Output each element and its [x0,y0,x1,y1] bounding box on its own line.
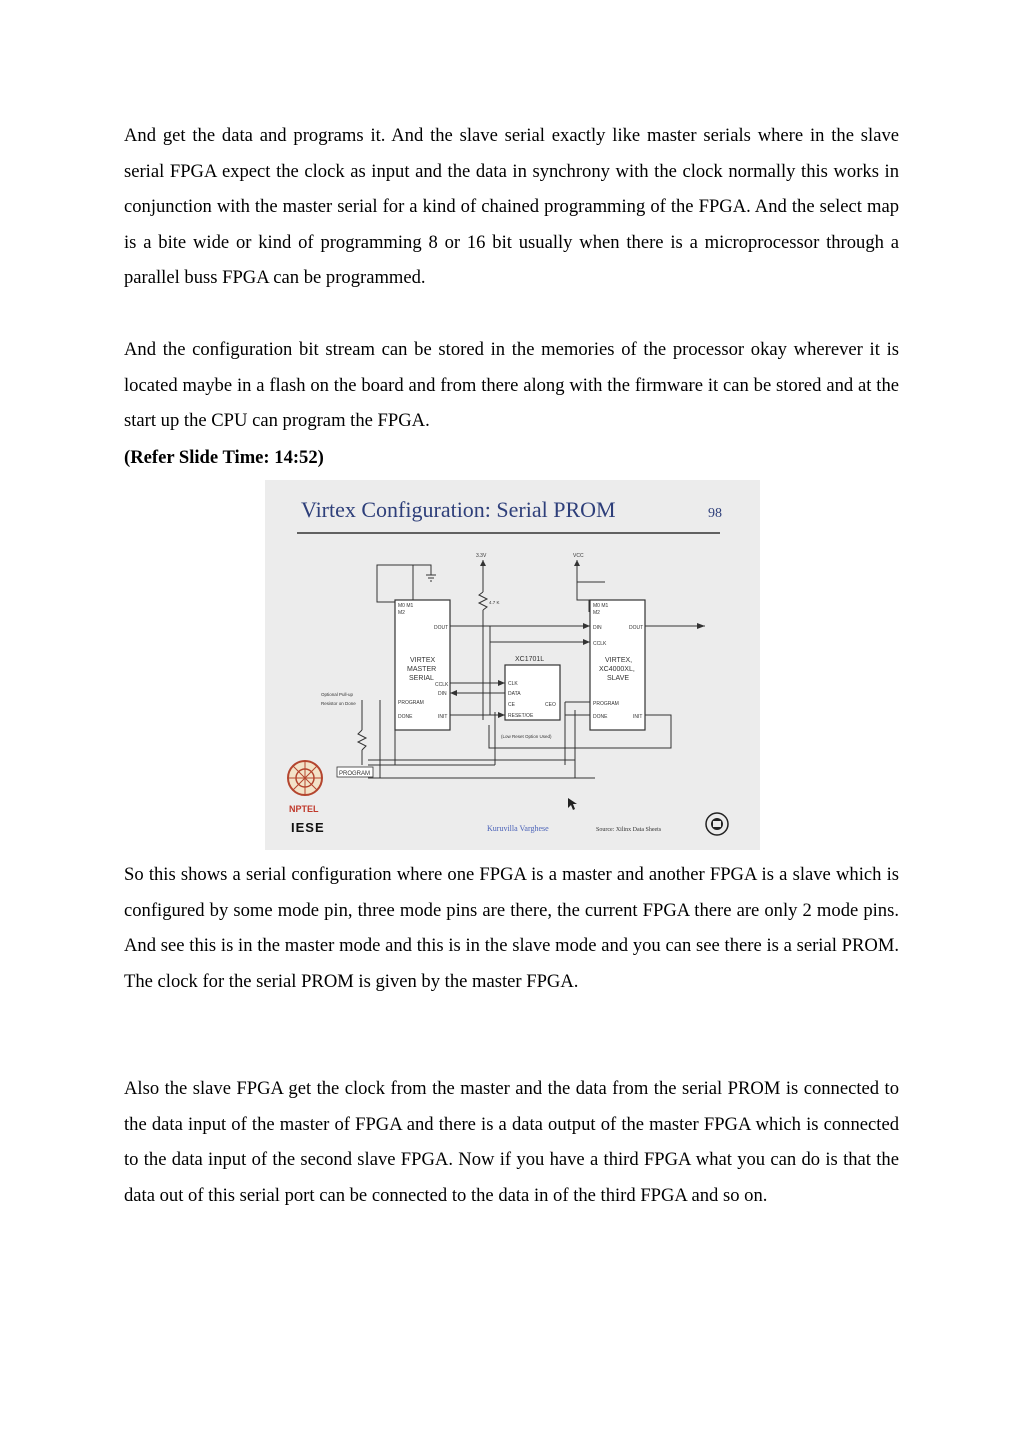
slide-title: Virtex Configuration: Serial PROM [301,497,616,522]
prom-pin-data: DATA [508,691,521,697]
pullup-note-line-1: Optional Pull-up [321,692,354,697]
slave-pin-dout: DOUT [629,625,644,631]
master-pin-program: PROGRAM [398,700,424,706]
slave-label-1: VIRTEX, [605,657,633,664]
nptel-logo-icon [288,761,322,795]
supply-3v3-label: 3.3V [476,553,487,559]
slave-label-2: XC4000XL, [599,666,635,673]
master-label-1: VIRTEX [410,657,436,664]
prom-pin-ce: CE [508,702,515,708]
master-pin-dout: DOUT [434,625,449,631]
prom-pin-reset: RESET/OE [508,713,534,719]
slide-time-reference: (Refer Slide Time: 14:52) [124,447,324,468]
slide-author: Kuruvilla Varghese [487,824,549,833]
master-label-2: MASTER [407,666,437,673]
master-pin-init: INIT [438,714,448,720]
institute-emblem-icon [706,813,728,835]
slide-page-number: 98 [708,506,722,521]
pullup-note-line-2: Resistor on Done [321,701,356,706]
slave-pin-din: DIN [593,625,602,631]
master-pin-done: DONE [398,714,413,720]
paragraph-intro: And get the data and programs it. And the slave serial exactly like master serials where in the slave serial FPGA expect the clock as input and the data in synchrony with the clock normally this works in conjunction with the master serial for a kind of chained programming of the FPGA. And the select map is a bite wide or kind of programming 8 or 16 bit usually when there is a microprocessor through a parallel buss FPGA can be programmed. [124,125,899,289]
master-pin-din: DIN [438,691,447,697]
slide-image [265,480,760,850]
master-label-3: SERIAL [409,675,434,682]
slave-pin-done: DONE [593,714,608,720]
prom-pin-ceo: CEO [545,702,556,708]
slave-pin-program: PROGRAM [593,701,619,707]
mouse-cursor-icon [568,798,577,810]
paragraph-bitstream: And the configuration bit stream can be stored in the memories of the processor okay wherever it is located maybe in a flash on the board and from there along with the firmware it can be stored and at the start up the CPU can program the FPGA. [124,339,899,432]
slave-label-3: SLAVE [607,675,630,682]
prom-label: XC1701L [515,656,545,663]
slave-pin-m2: M2 [593,610,600,616]
nptel-logo-text: NPTEL [289,804,319,814]
slave-fpga-block [590,600,645,730]
master-mode-pins: M0 M1 [398,603,414,609]
prom-pin-clk: CLK [508,681,518,687]
low-reset-note: (Low Reset Option Used) [501,734,552,739]
iese-logo-text: IESE [291,820,325,835]
master-fpga-block [395,600,450,730]
slave-pin-init: INIT [633,714,643,720]
slide-source: Source: Xilinx Data Sheets [596,827,662,833]
paragraph-slave-fpga: Also the slave FPGA get the clock from the master and the data from the serial PROM is connected to the data input of the master of FPGA and there is a data output of the master FPGA which is connected to the data input of the second slave FPGA. Now if you have a third FPGA what you can do is that the data out of this serial port can be connected to the data in of the third FPGA and so on. [124,1078,899,1206]
slave-mode-pins: M0 M1 [593,603,609,609]
master-pin-m2: M2 [398,610,405,616]
program-label: PROGRAM [339,771,371,777]
supply-vcc-label: VCC [573,553,584,559]
master-pin-cclk: CCLK [435,682,449,688]
paragraph-serial-configuration: So this shows a serial configuration where one FPGA is a master and another FPGA is a slave which is configured by some mode pin, three mode pins are there, the current FPGA there are only 2 mode pins. And see this is in the master mode and this is in the slave mode and you can see there is a serial PROM. The clock for the serial PROM is given by the master FPGA. [124,864,899,992]
slave-pin-cclk: CCLK [593,641,607,647]
resistor-label: 4.7 K [489,600,500,605]
